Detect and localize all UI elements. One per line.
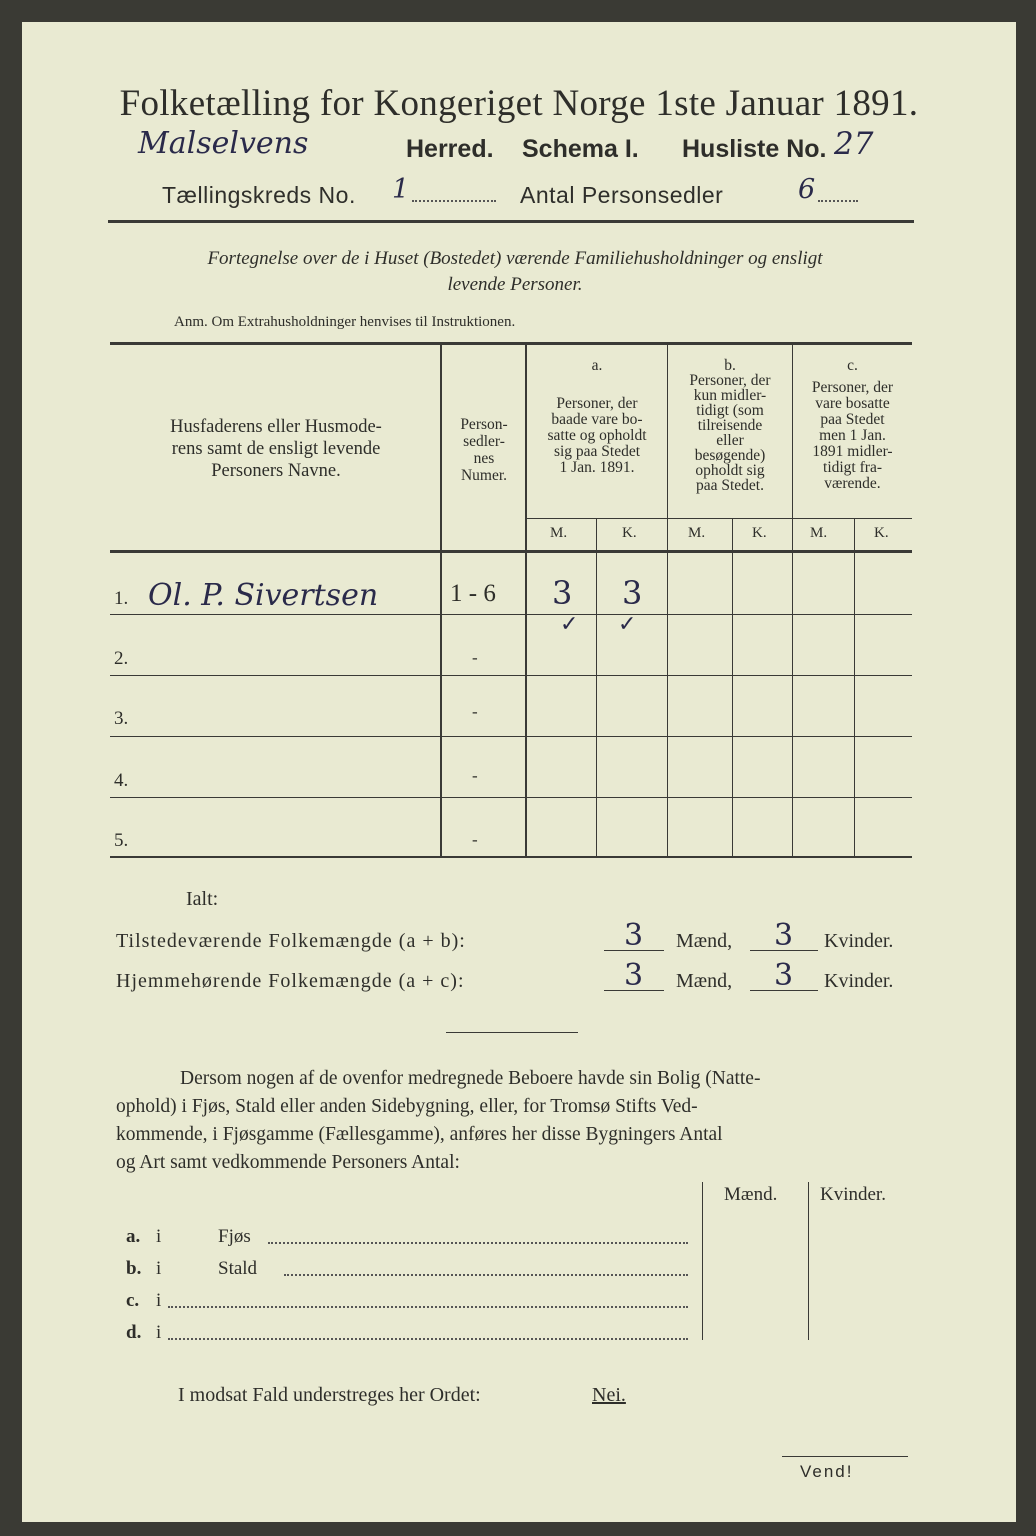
col-c-header: c. Personer, der vare bosatte paa Stedet men 1 Jan. 1891 midler- tidigt fra- værende. [811,357,894,492]
row-1-name: Ol. P. Sivertsen [148,578,379,613]
vline-c-mk [854,518,855,857]
row-1-a-m: 3 [552,574,573,612]
building-d-i: i [156,1322,162,1343]
building-a-dots [268,1242,688,1244]
header-rule [108,220,914,223]
building-b-label: Stald [218,1258,258,1279]
building-d-dots [168,1338,688,1340]
totals-line-2-k: 3 [774,958,794,993]
mk-rule [527,518,912,519]
husliste-number: 27 [834,126,874,162]
building-a-i: i [156,1226,162,1247]
buildings-maend-header: Mænd. [724,1184,778,1205]
row-3-number: 3. [114,708,129,729]
row-2-number: 2. [114,648,129,669]
col-num-header: Person- sedler- nes Numer. [460,416,508,484]
totals-line-1-k: 3 [774,918,794,953]
totals-line-1-label: Tilstedeværende Folkemængde (a + b): [116,930,466,952]
row-5-number: 5. [114,830,129,851]
row-3-num: - [472,702,478,721]
row-rule-3 [110,736,912,737]
row-rule-1 [110,614,912,615]
building-d-letter: d. [126,1322,142,1343]
nei-word: Nei. [592,1384,626,1406]
kreds-number: 1 [392,174,410,205]
intro-line-2: levende Personer. [447,274,583,295]
vend-rule [782,1456,908,1457]
col-a-header: a. Personer, der baade vare bo- satte og opholdt sig paa Stedet 1 Jan. 1891. [547,357,647,476]
c-k-label: K. [874,525,889,541]
row-1-number: 1. [114,588,129,609]
row-1-a-k: 3 [622,574,643,612]
col-name-header: Husfaderens eller Husmode- rens samt de ensligt levende Personers Navne. [170,417,382,481]
building-c-dots [168,1306,688,1308]
note: Anm. Om Extrahusholdninger henvises til Instruktionen. [174,314,516,330]
buildings-vline-2 [808,1182,809,1340]
row-2-a-k-check: ✓ [618,612,637,637]
kreds-label: Tællingskreds No. [162,182,356,208]
building-a-label: Fjøs [218,1226,251,1247]
col-b-header: b. Personer, der kun midler- tidigt (som tilreisende eller besøgende) opholdt sig paa Stedet. [689,357,771,494]
modsat-text: I modsat Fald understreges her Ordet: [178,1384,481,1406]
census-form [22,22,1016,1522]
paragraph-line-1: Dersom nogen af de ovenfor medregnede Beboere havde sin Bolig (Natte- [180,1068,761,1089]
personsedler-number: 6 [798,174,816,205]
a-k-label: K. [622,525,637,541]
vline-a-mk [596,518,597,857]
ialt-label: Ialt: [186,888,219,910]
b-m-label: M. [688,525,706,541]
intro-line-1: Fortegnelse over de i Huset (Bostedet) værende Familiehusholdninger og ensligt [207,248,823,269]
husliste-label: Husliste No. [682,135,827,163]
building-b-letter: b. [126,1258,142,1279]
paragraph-line-3: kommende, i Fjøsgamme (Fællesgamme), anføres her disse Bygningers Antal [116,1124,723,1145]
personsedler-label: Antal Personsedler [520,182,724,208]
totals-line-1-maend: Mænd, [676,930,733,952]
paragraph-line-2: ophold) i Fjøs, Stald eller anden Sidebygning, eller, for Tromsø Stifts Ved- [116,1096,698,1117]
schema-label: Schema I. [522,135,639,163]
paragraph-line-4: og Art samt vedkommende Personers Antal: [116,1152,460,1173]
row-2-a-m-check: ✓ [560,612,579,637]
totals-line-2-label: Hjemmehørende Folkemængde (a + c): [116,970,465,992]
municipality-name: Malselvens [138,126,309,161]
totals-line-2-maend: Mænd, [676,970,733,992]
row-rule-4 [110,797,912,798]
c-m-label: M. [810,525,828,541]
buildings-vline-1 [702,1182,703,1340]
row-rule-2 [110,675,912,676]
vend-text: Vend! [800,1462,854,1481]
row-5-num: - [472,830,478,849]
building-a-letter: a. [126,1226,141,1247]
form-title: Folketælling for Kongeriget Norge 1ste Januar 1891. [119,83,919,124]
totals-line-1-kvinder: Kvinder. [824,930,894,952]
building-c-letter: c. [126,1290,140,1311]
personsedler-dots [818,200,858,202]
vline-b-mk [732,518,733,857]
totals-line-2-kvinder: Kvinder. [824,970,894,992]
row-4-number: 4. [114,770,129,791]
row-2-num: - [472,648,478,667]
building-c-i: i [156,1290,162,1311]
section-divider [446,1032,578,1033]
row-1-num: 1 - 6 [450,580,496,607]
b-k-label: K. [752,525,767,541]
row-4-num: - [472,766,478,785]
a-m-label: M. [550,525,568,541]
building-b-dots [284,1274,688,1276]
totals-line-2-m: 3 [624,958,644,993]
building-b-i: i [156,1258,162,1279]
totals-line-1-m: 3 [624,918,644,953]
kreds-dots [412,200,496,202]
buildings-kvinder-header: Kvinder. [820,1184,886,1205]
herred-label: Herred. [406,135,494,163]
